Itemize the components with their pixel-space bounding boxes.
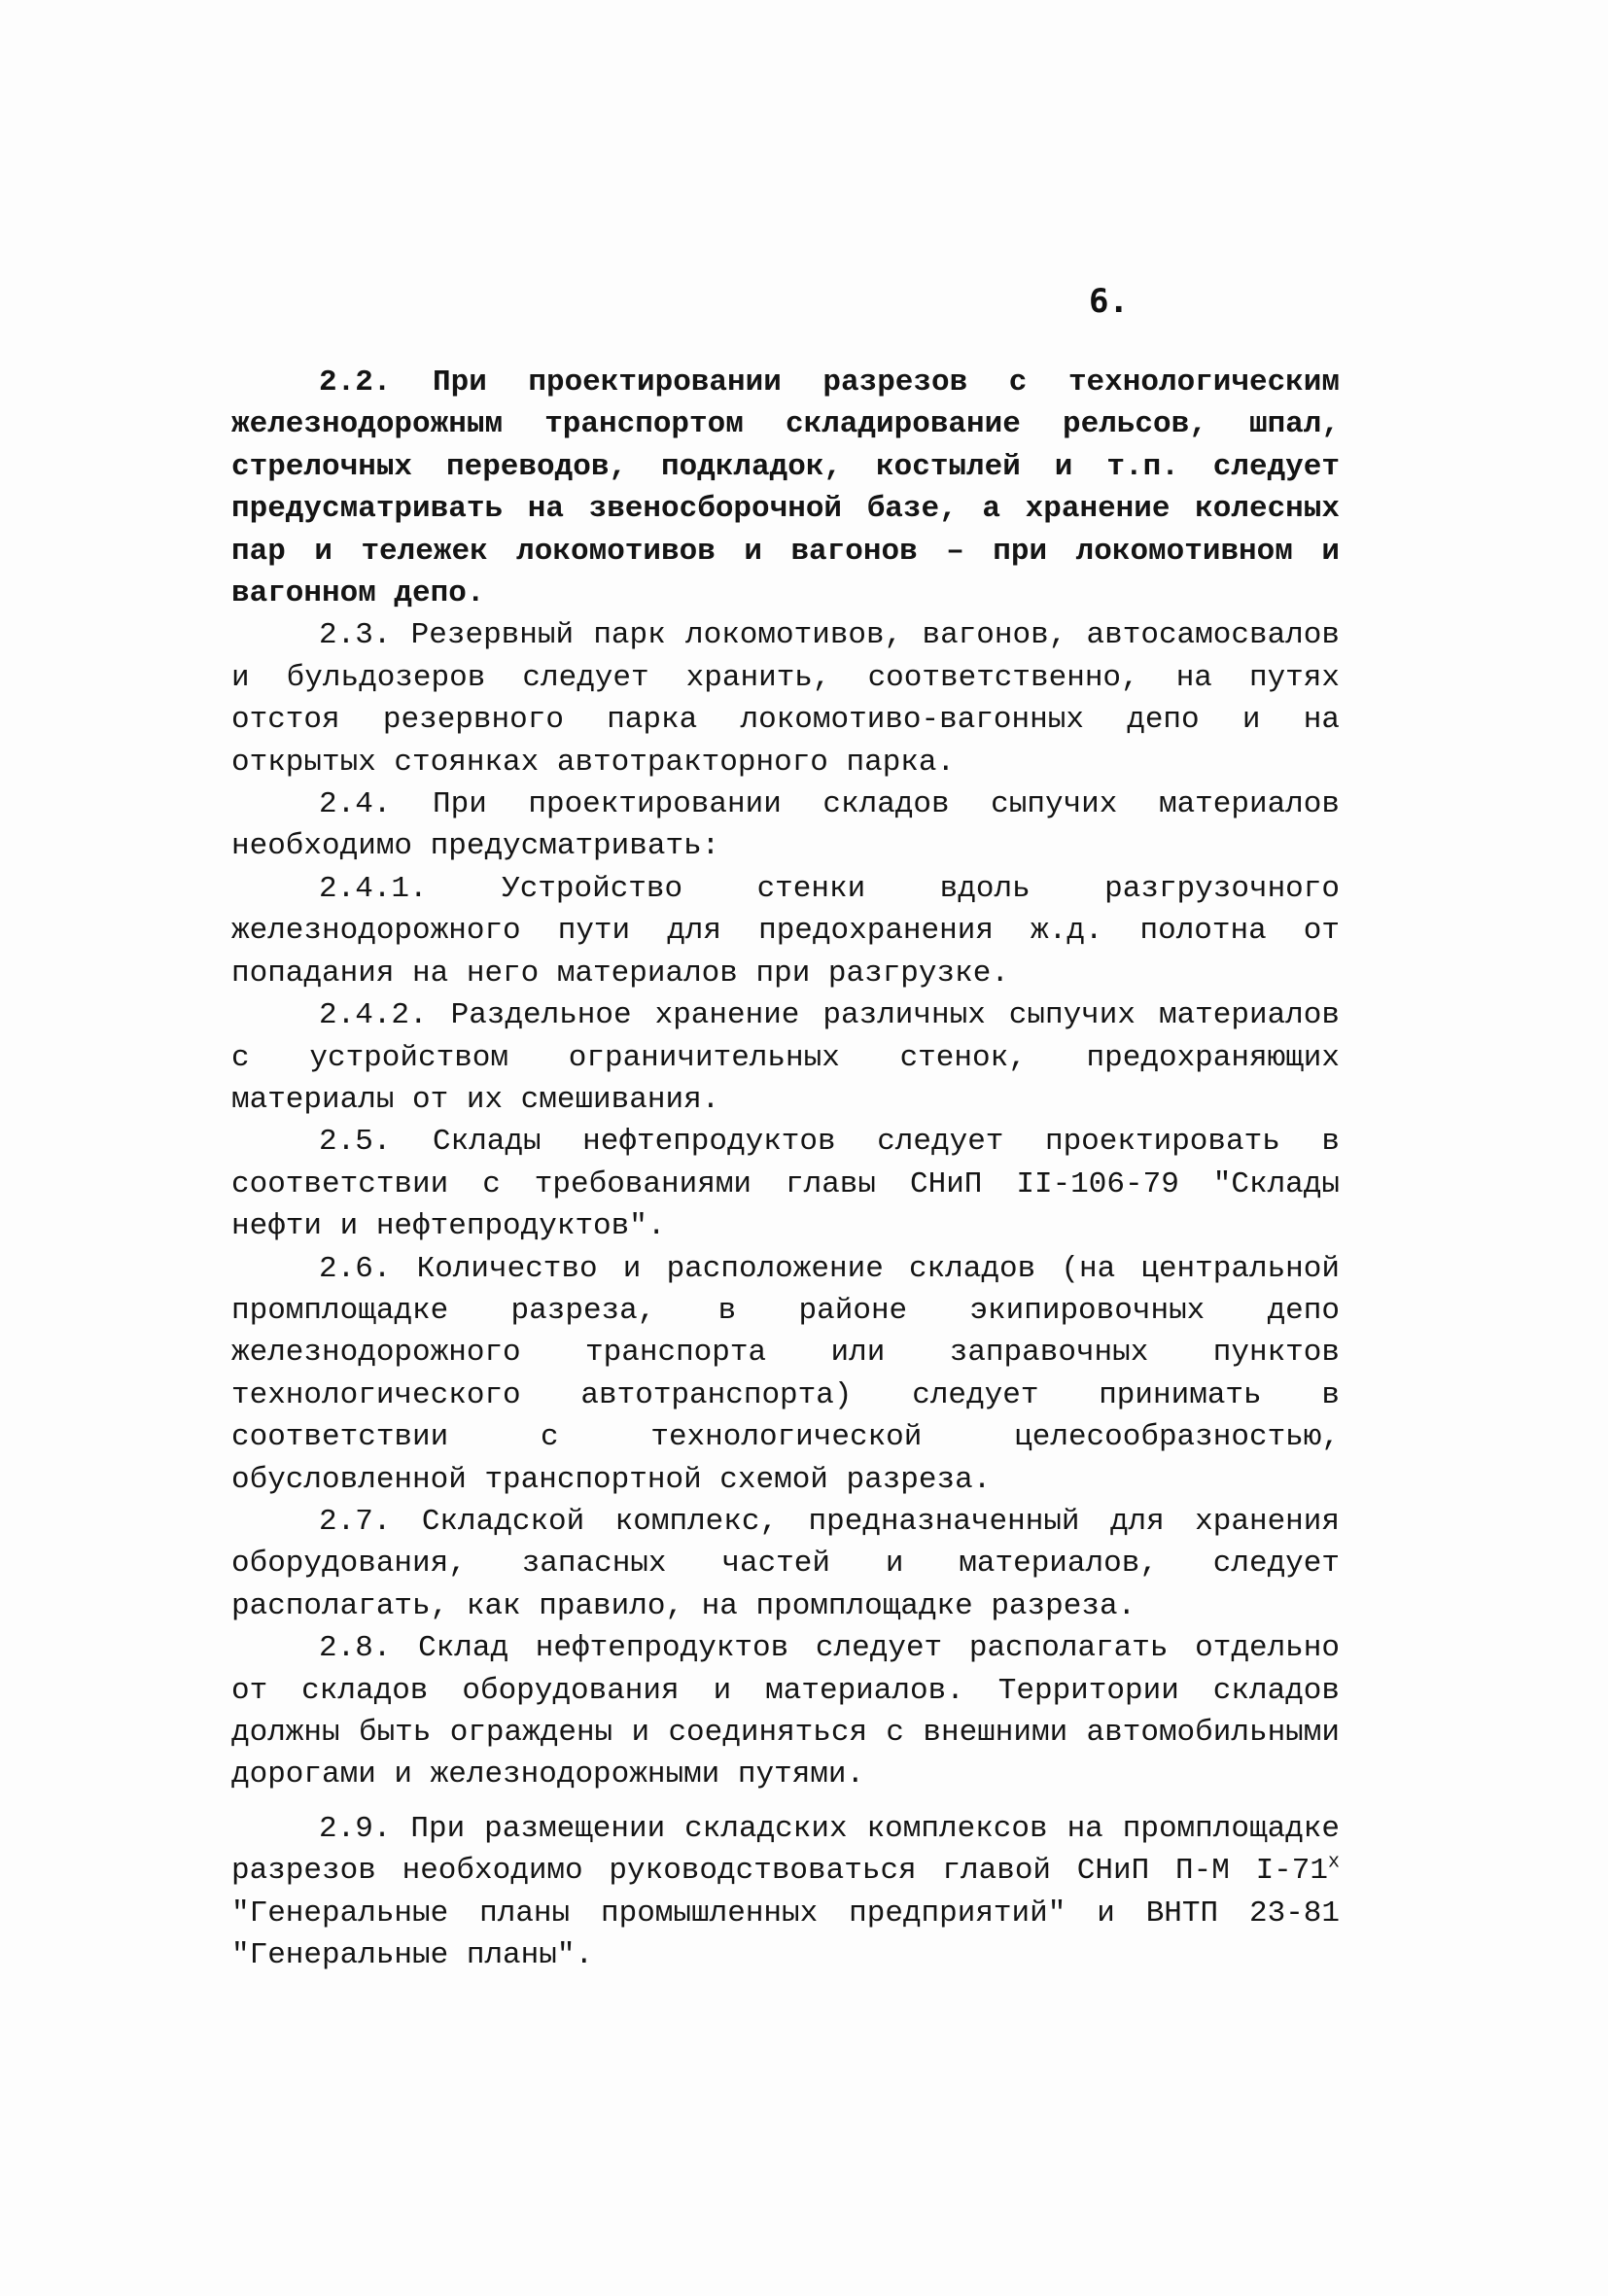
- paragraph-2-9-superscript: х: [1327, 1851, 1340, 1874]
- paragraph-2-4-2: 2.4.2. Раздельное хранение различных сыпучих материалов с устройством ограничительных стенок, предохраняющих материалы от их смешивания.: [231, 998, 1340, 1117]
- paragraph-2-3: 2.3. Резервный парк локомотивов, вагонов, автосамосвалов и бульдозеров следует хранить, соответственно, на путях отстоя резервного парка локомотиво-вагонных депо и на открытых стоянках автотракторного парка.: [231, 618, 1340, 780]
- paragraph-2-2: 2.2. При проектировании разрезов с технологическим железнодорожным транспортом складирование рельсов, шпал, стрелочных переводов, подкладок, костылей и т.п. следует предусматривать на звеносборочной базе, а хранение колесных пар и тележек локомотивов и вагонов – при локомотивном и вагонном депо.: [231, 365, 1340, 611]
- page-number: 6.: [1089, 282, 1129, 321]
- paragraph-2-5: 2.5. Склады нефтепродуктов следует проектировать в соответствии с требованиями главы СНиП II-106-79 "Склады нефти и нефтепродуктов".: [231, 1125, 1340, 1244]
- paragraph-2-9-text-before: 2.9. При размещении складских комплексов на промплощадке разрезов необходимо руководствоваться главой СНиП П-М I-71: [231, 1811, 1340, 1889]
- paragraph-2-4-1: 2.4.1. Устройство стенки вдоль разгрузочного железнодорожного пути для предохранения ж.д. полотна от попадания на него материалов при разгрузке.: [231, 871, 1340, 991]
- paragraph-2-6: 2.6. Количество и расположение складов (на центральной промплощадке разреза, в районе экипировочных депо железнодорожного транспорта или заправочных пунктов технологического автотранспорта) следует принимать в соответствии с технологической целесообразностью, обусловленной транспортной схемой разреза.: [231, 1251, 1340, 1497]
- paragraph-2-7: 2.7. Складской комплекс, предназначенный для хранения оборудования, запасных частей и материалов, следует располагать, как правило, на промплощадке разреза.: [231, 1504, 1340, 1623]
- paragraph-2-8: 2.8. Склад нефтепродуктов следует располагать отдельно от складов оборудования и материалов. Территории складов должны быть ограждены и соединяться с внешними автомобильными дорогами и железнодорожными путями.: [231, 1631, 1340, 1792]
- document-body: [231, 362, 1340, 1976]
- paragraph-2-4: 2.4. При проектировании складов сыпучих материалов необходимо предусматривать:: [231, 787, 1340, 864]
- paragraph-2-9-text-after: "Генеральные планы промышленных предприятий" и ВНТП 23-81 "Генеральные планы".: [231, 1896, 1340, 1973]
- paragraph-2-9: [231, 1808, 1340, 1977]
